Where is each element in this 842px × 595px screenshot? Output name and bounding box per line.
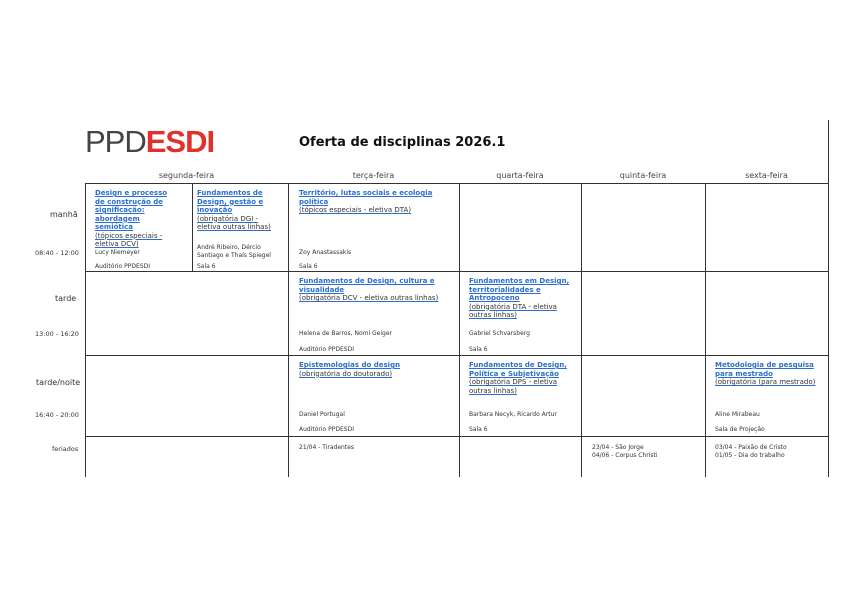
logo-part2: ESDI <box>145 124 215 159</box>
course-type: (obrigatória DPS - eletiva outras linhas) <box>469 378 558 395</box>
course-link[interactable]: Design e processo de construção de significação: abordagem semiótica (tópicos especiais - eletiva DCV) <box>95 189 175 249</box>
course-room: Auditório PPDESDI <box>299 426 354 433</box>
day-header-thursday: quinta-feira <box>619 171 667 180</box>
course-type: (obrigatória do doutorado) <box>299 369 393 378</box>
course-type: (obrigatória DTA - eletiva outras linhas) <box>469 302 557 319</box>
course-teacher: André Ribeiro, Dércio Santiago e Thaís Spiegel <box>197 244 271 259</box>
period-time-evening: 16:40 - 20:00 <box>35 411 79 419</box>
course-room: Sala 6 <box>197 263 216 270</box>
grid-line <box>85 355 828 356</box>
course-teacher: Lucy Niemeyer <box>95 249 140 256</box>
course-type: (tópicos especiais - eletiva DCV) <box>95 231 163 248</box>
course-room: Sala 6 <box>469 346 488 353</box>
day-header-monday: segunda-feira <box>158 171 215 180</box>
course-teacher: Helena de Barros, Nomi Geiger <box>299 330 393 337</box>
course-link[interactable]: Fundamentos de Design, Política e Subjetivação (obrigatória DPS - eletiva outras linhas) <box>469 361 574 395</box>
grid-line <box>581 183 582 477</box>
grid-line <box>288 183 289 477</box>
ppdesdi-logo <box>85 124 214 160</box>
course-room: Auditório PPDESDI <box>299 346 354 353</box>
day-header-tuesday: terça-feira <box>352 171 395 180</box>
day-header-wednesday: quarta-feira <box>496 171 544 180</box>
holiday-thursday-2: 04/06 - Corpus Christi <box>592 452 658 459</box>
grid-line <box>85 183 86 271</box>
course-link[interactable]: Epistemologias do design (obrigatória do doutorado) <box>299 361 449 378</box>
grid-line <box>192 183 193 271</box>
period-time-afternoon: 13:00 - 16:20 <box>35 330 79 338</box>
course-link[interactable]: Fundamentos de Design, gestão e inovação (obrigatória DGI - eletiva outras linhas) <box>197 189 283 232</box>
course-teacher: Barbara Necyk, Ricardo Artur <box>469 411 557 418</box>
logo-part1: PPD <box>85 124 146 159</box>
period-label-morning: manhã <box>50 210 78 219</box>
course-teacher: Zoy Anastassakis <box>299 249 352 256</box>
course-type: (tópicos especiais - eletiva DTA) <box>299 206 412 214</box>
holiday-tuesday: 21/04 - Tiradentes <box>299 444 355 451</box>
course-teacher: Gabriel Schvarsberg <box>469 330 530 337</box>
course-teacher: Daniel Portugal <box>299 411 345 418</box>
grid-line <box>459 183 460 477</box>
course-type: (obrigatória DGI - eletiva outras linhas) <box>197 214 271 231</box>
page-title: Oferta de disciplinas 2026.1 <box>299 135 506 150</box>
period-label-holidays: feriados <box>52 445 79 453</box>
page-border <box>828 120 829 477</box>
grid-line <box>85 271 828 272</box>
course-room: Sala de Projeção <box>715 426 765 433</box>
course-room: Sala 6 <box>299 263 318 270</box>
holiday-thursday-1: 23/04 - São Jorge <box>592 444 644 451</box>
grid-line <box>85 436 828 437</box>
course-link[interactable]: Fundamentos em Design, territorialidades e Antropoceno (obrigatória DTA - eletiva outras linhas) <box>469 277 574 320</box>
day-header-friday: sexta-feira <box>745 171 788 180</box>
period-label-evening: tarde/noite <box>36 378 81 387</box>
period-label-afternoon: tarde <box>55 294 77 303</box>
holiday-friday-1: 03/04 - Paixão de Cristo <box>715 444 787 451</box>
grid-line <box>705 183 706 477</box>
course-type: (obrigatória (para mestrado) <box>715 378 816 386</box>
course-type: (obrigatória DCV - eletiva outras linhas) <box>299 294 439 302</box>
grid-line <box>85 271 86 477</box>
grid-line <box>85 183 828 184</box>
period-time-morning: 08:40 - 12:00 <box>35 249 79 257</box>
course-link[interactable]: Território, lutas sociais e ecologia política (tópicos especiais - eletiva DTA) <box>299 189 454 215</box>
course-room: Auditório PPDESDI <box>95 263 150 270</box>
course-link[interactable]: Metodologia de pesquisa para mestrado (obrigatória (para mestrado) <box>715 361 823 387</box>
holiday-friday-2: 01/05 - Dia do trabalho <box>715 452 785 459</box>
course-room: Sala 6 <box>469 426 488 433</box>
course-teacher: Aline Mirabeau <box>715 411 760 418</box>
course-link[interactable]: Fundamentos de Design, cultura e visualidade (obrigatória DCV - eletiva outras linhas) <box>299 277 449 303</box>
